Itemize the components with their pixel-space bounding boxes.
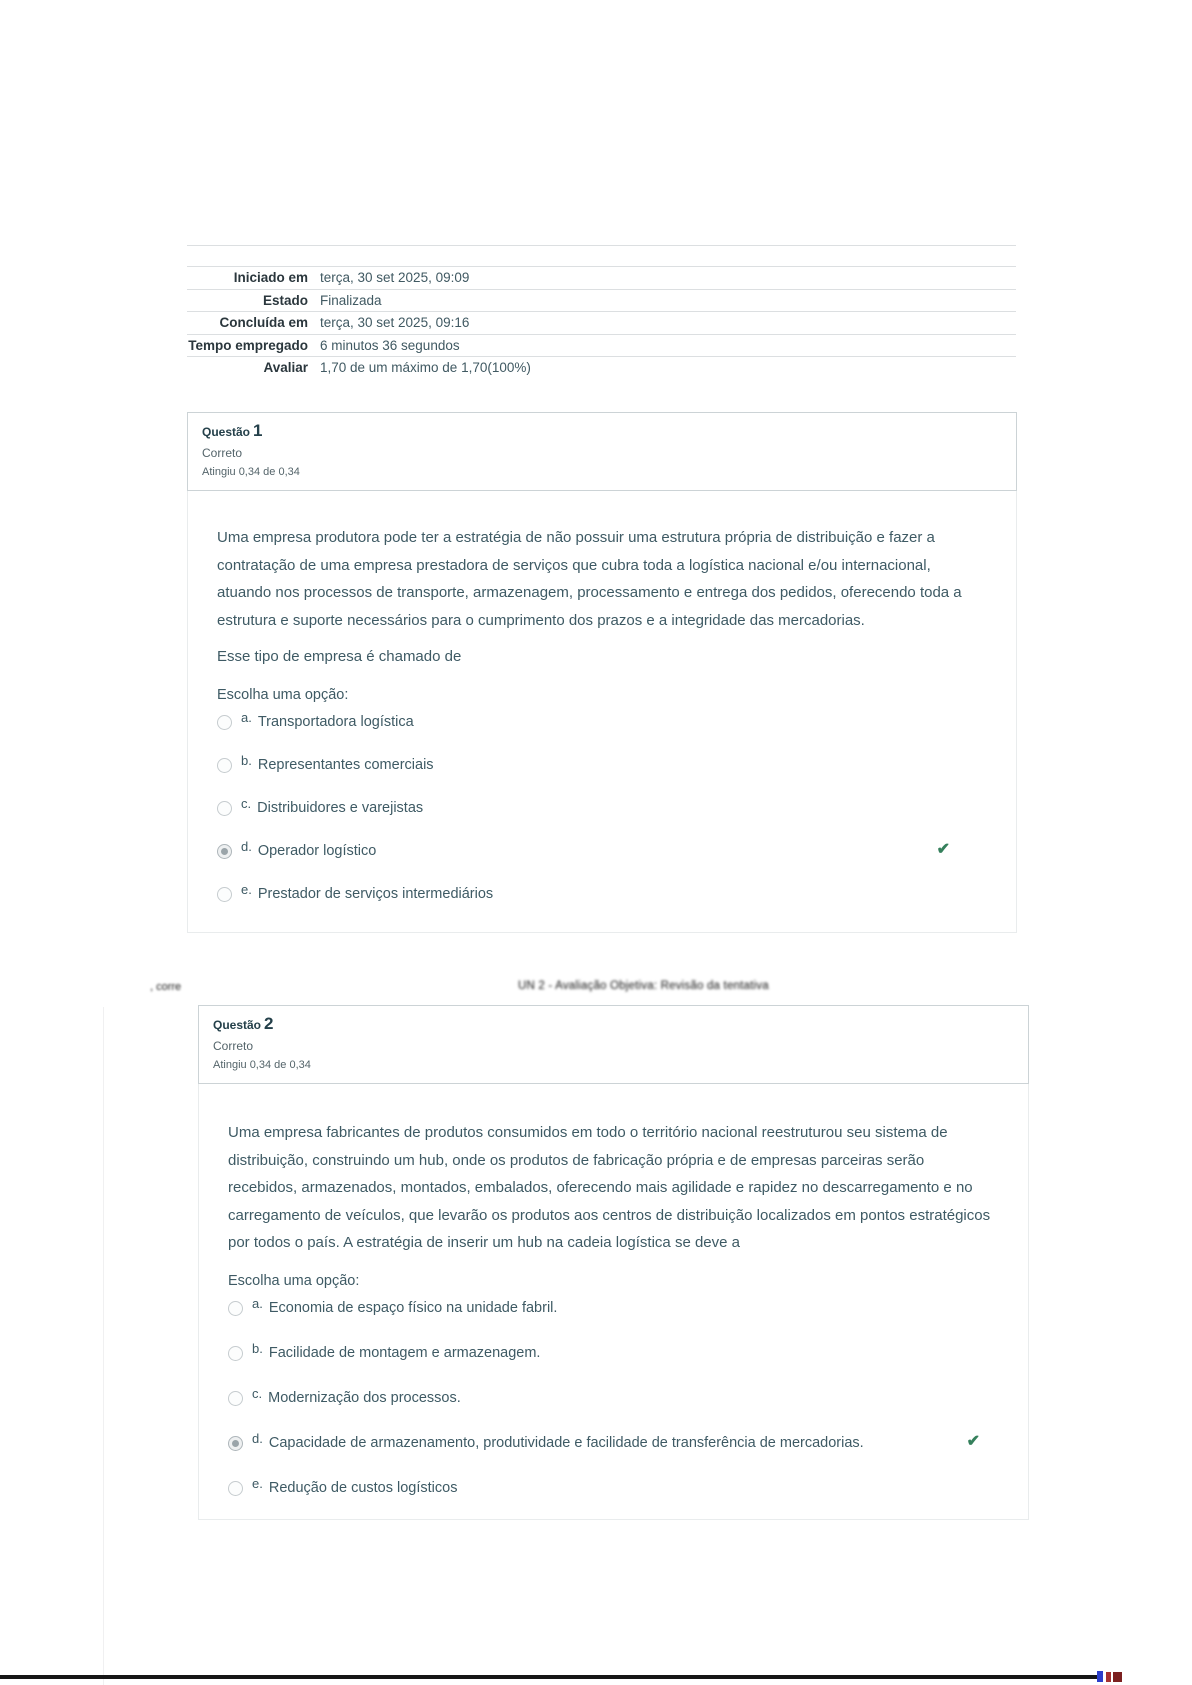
option-text: Representantes comerciais [257,756,434,773]
option-text: Operador logístico [257,842,377,859]
summary-label: Avaliar [263,360,308,375]
question-label: Questão [202,425,251,439]
question-2-grade: Atingiu 0,34 de 0,34 [213,1059,311,1071]
scan-artifact-bar [0,1675,1101,1679]
answer-option-c[interactable] [228,1385,992,1409]
summary-row-completed [187,311,1016,334]
option-text: Prestador de serviços intermediários [257,885,494,902]
scan-artifact-blue-mark [1097,1671,1103,1682]
question-1-choose-label: Escolha uma opção: [217,686,349,703]
question-1-info-box [187,412,1017,491]
option-text: Redução de custos logísticos [268,1479,458,1496]
option-text: Distribuidores e varejistas [257,799,424,816]
option-letter: d. [252,1430,263,1446]
question-2-info-box [198,1005,1029,1084]
answer-option-b[interactable] [217,752,980,776]
question-1-options [217,709,980,905]
radio-unselected-icon[interactable] [217,715,232,730]
page-edge-line [103,1007,104,1685]
question-1-title [202,421,1002,440]
radio-unselected-icon[interactable] [217,801,232,816]
question-1-text: Uma empresa produtora pode ter a estratégia de não possuir uma estrutura própria de distribuição e fazer a contratação de uma empresa prestadora de serviços que cubra toda a logística nacional e/ou internacional, atuando nos processos de transporte, armazenagem, processamento e entrega dos pedidos, oferecendo toda a estrutura e suporte necessários para o cumprimento dos prazos e a integridade das mercadorias. [217,529,962,629]
correct-check-icon: ✔ [936,840,950,858]
answer-option-e[interactable] [217,881,980,905]
print-footer-fragment: , corre [150,981,182,993]
answer-option-a[interactable] [228,1295,992,1319]
question-1-prompt: Esse tipo de empresa é chamado de [217,648,462,665]
option-letter: b. [241,752,252,768]
radio-unselected-icon[interactable] [217,887,232,902]
question-1-grade: Atingiu 0,34 de 0,34 [202,466,300,478]
scan-artifact-red-mark [1113,1672,1122,1682]
radio-selected-icon[interactable] [228,1436,243,1451]
option-letter: e. [252,1475,263,1491]
summary-value: terça, 30 set 2025, 09:09 [320,270,470,285]
summary-label: Concluída em [219,315,308,330]
question-label: Questão [213,1018,262,1032]
option-letter: e. [241,881,252,897]
summary-value: 1,70 de um máximo de 1,70(100%) [320,360,531,375]
option-letter: a. [252,1295,263,1311]
option-letter: c. [241,795,252,811]
print-header-page-title: UN 2 - Avaliação Objetiva: Revisão da tentativa [518,980,769,992]
question-2-state: Correto [213,1039,254,1053]
answer-option-c[interactable] [217,795,980,819]
radio-unselected-icon[interactable] [217,758,232,773]
question-number: 1 [253,421,263,440]
question-2-choose-label: Escolha uma opção: [228,1272,360,1289]
radio-unselected-icon[interactable] [228,1481,243,1496]
scan-artifact-red-mark [1106,1672,1111,1682]
correct-check-icon: ✔ [966,1432,980,1450]
question-1-state: Correto [202,446,243,460]
question-2-body [198,1084,1029,1520]
summary-row-time-taken [187,334,1016,357]
question-number: 2 [264,1014,274,1033]
summary-value: 6 minutos 36 segundos [320,337,460,353]
summary-row-grade [187,356,1016,379]
summary-top-padding [187,246,1016,266]
question-2-options [228,1295,992,1499]
radio-unselected-icon[interactable] [228,1346,243,1361]
question-2-text: Uma empresa fabricantes de produtos consumidos em todo o território nacional reestruturou seu sistema de distribuição, construindo um hub, onde os produtos de fabricação própria e de empresas parceiras serão recebidos, armazenados, montados, embalados, oferecendo mais agilidade e rapidez no descarregamento e no carregamento de veículos, que levarão os produtos aos centros de distribuição localizados em pontos estratégicos por todos o país. A estratégia de inserir um hub na cadeia logística se deve a [228,1124,991,1251]
radio-unselected-icon[interactable] [228,1301,243,1316]
summary-label: Estado [262,292,308,308]
answer-option-d-selected[interactable] [228,1430,992,1454]
option-text: Capacidade de armazenamento, produtividade e facilidade de transferência de mercadorias. [268,1434,864,1451]
option-letter: d. [241,838,252,854]
answer-option-e[interactable] [228,1475,992,1499]
summary-row-state [187,289,1016,312]
answer-option-a[interactable] [217,709,980,733]
option-text: Transportadora logística [257,713,414,730]
answer-option-d-selected[interactable] [217,838,980,862]
option-text: Facilidade de montagem e armazenagem. [268,1344,541,1361]
option-letter: b. [252,1340,263,1356]
summary-value: terça, 30 set 2025, 09:16 [320,315,470,330]
question-2-title [213,1014,1014,1033]
summary-label: Tempo empregado [188,337,308,353]
radio-unselected-icon[interactable] [228,1391,243,1406]
option-text: Economia de espaço físico na unidade fabril. [268,1299,558,1316]
option-letter: c. [252,1385,263,1401]
radio-selected-icon[interactable] [217,844,232,859]
option-text: Modernização dos processos. [268,1389,461,1406]
question-1-body [187,491,1017,933]
attempt-summary-table [187,245,1016,379]
summary-label: Iniciado em [233,270,308,285]
answer-option-b[interactable] [228,1340,992,1364]
summary-row-started [187,266,1016,289]
summary-value: Finalizada [320,292,382,308]
option-letter: a. [241,709,252,725]
